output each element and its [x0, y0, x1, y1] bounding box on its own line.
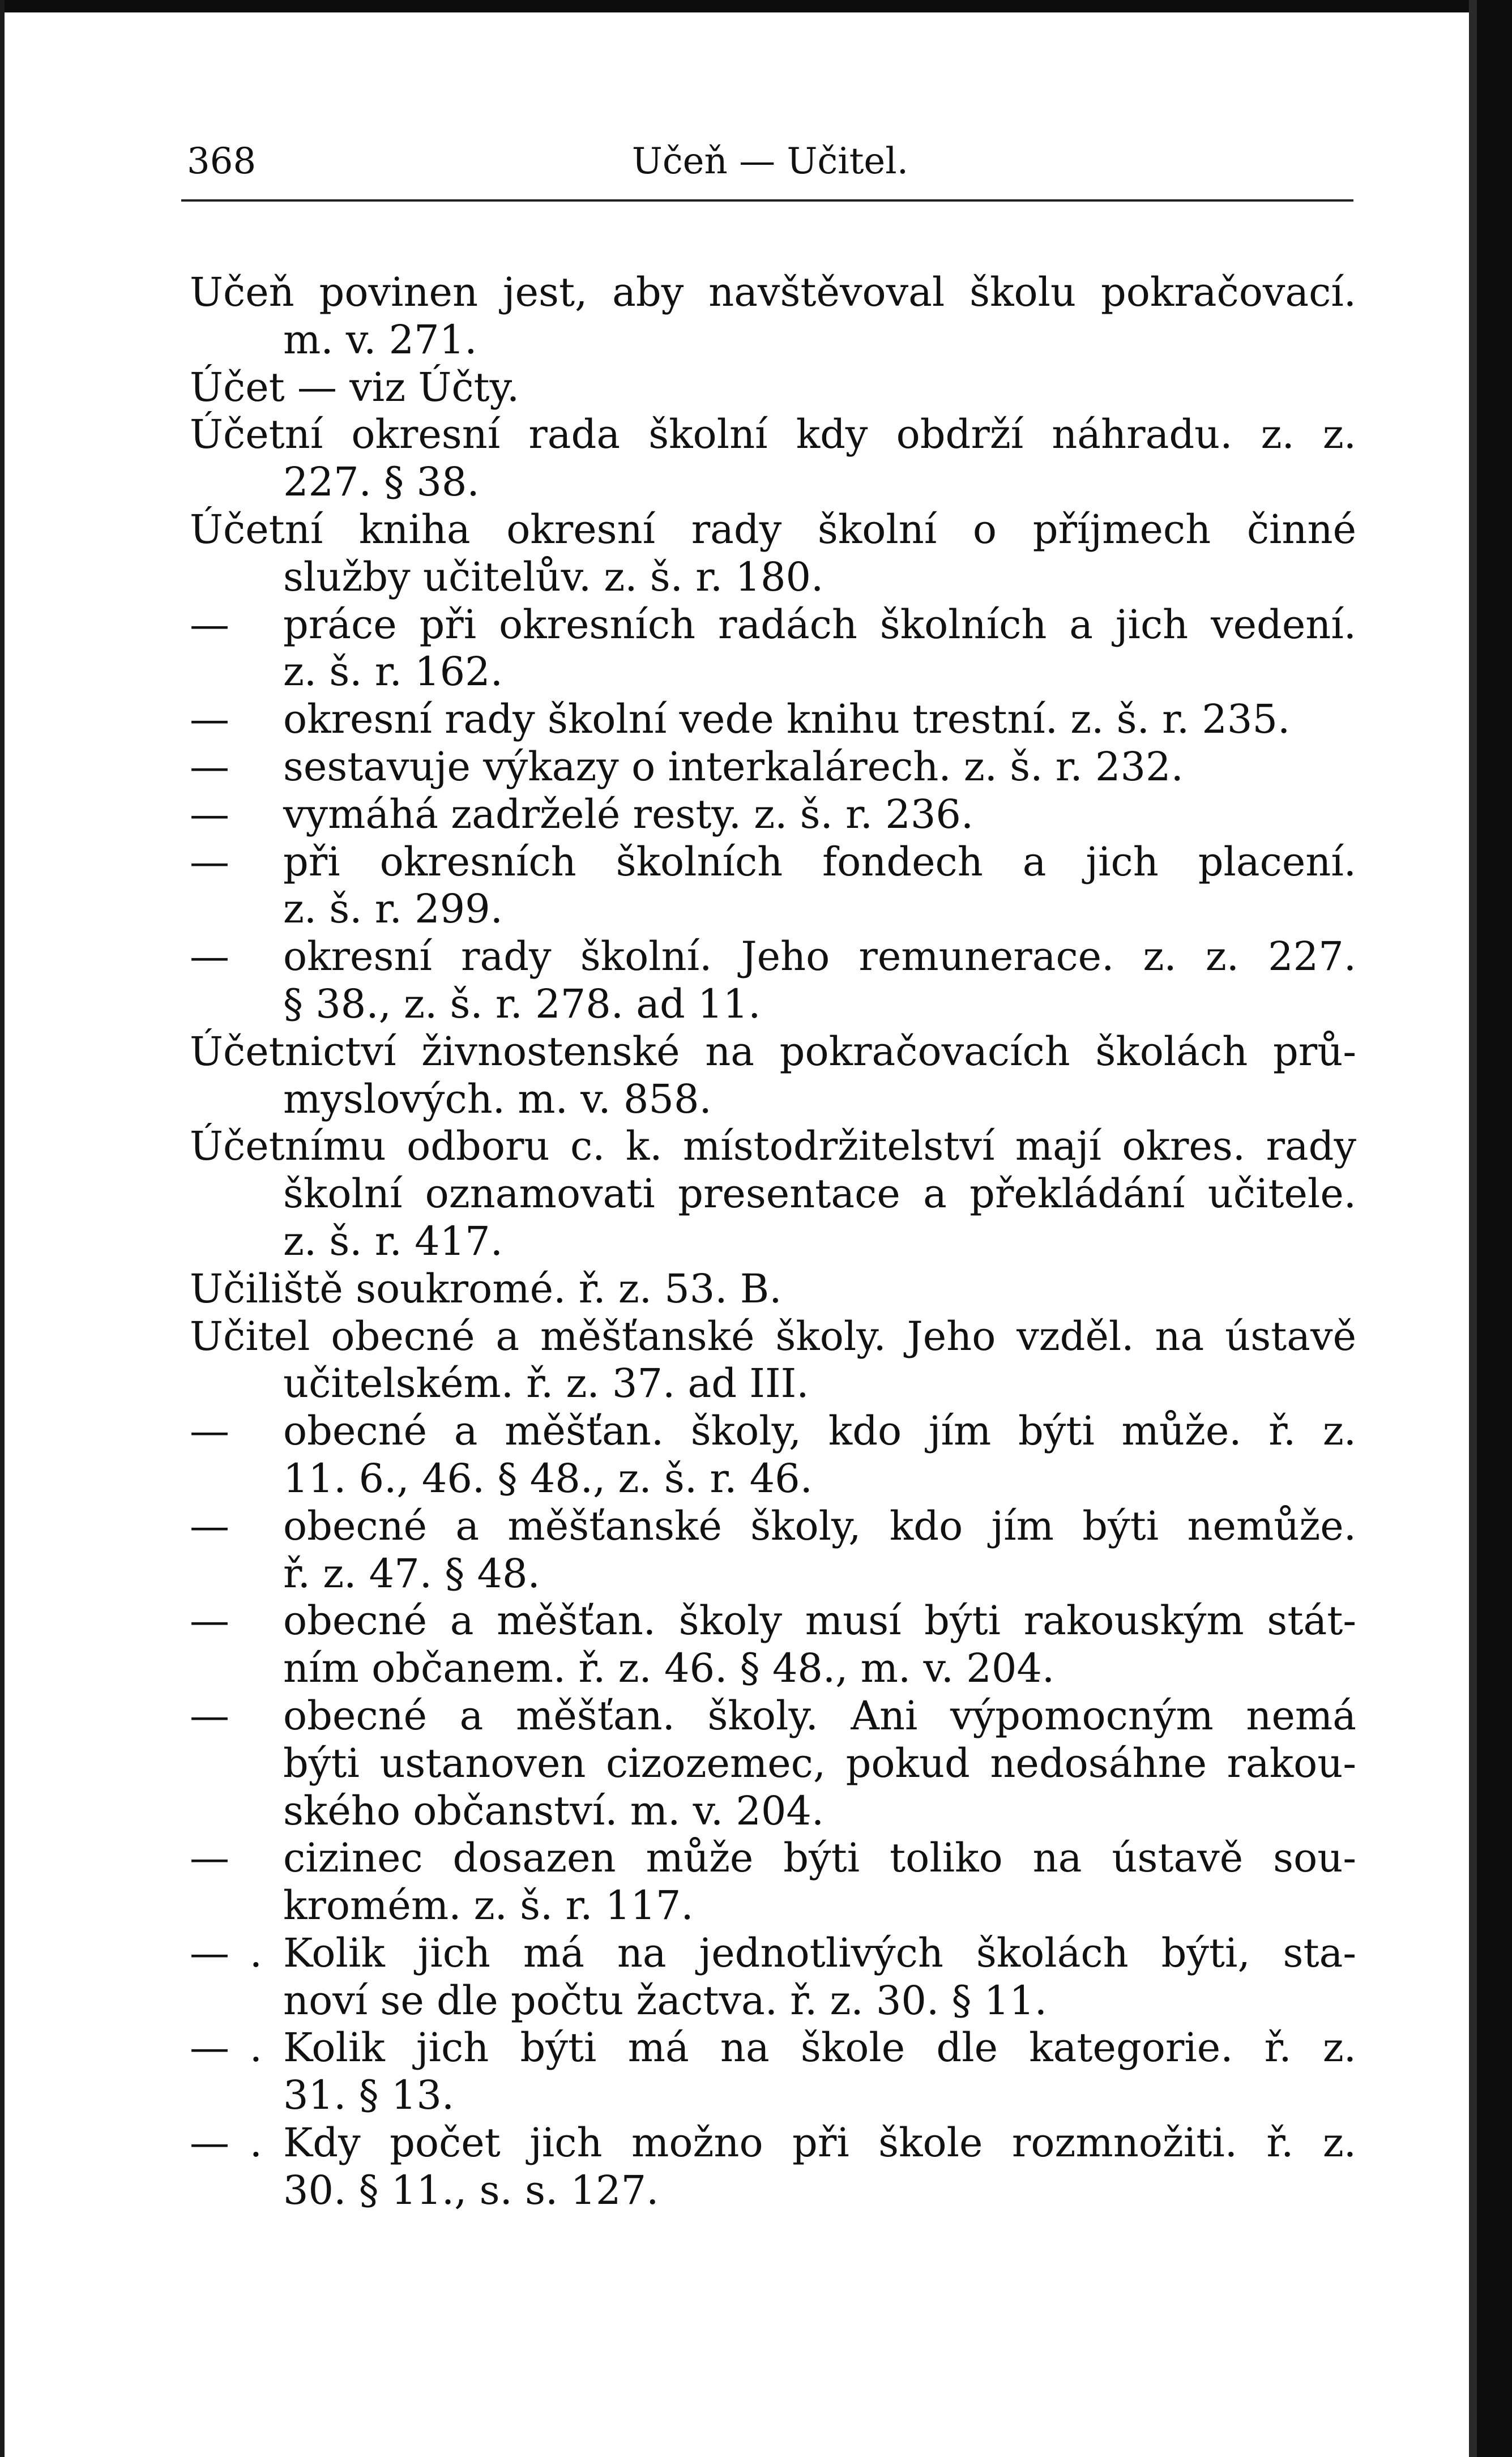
entry-text: učitelském. ř. z. 37. ad III.	[283, 1360, 809, 1407]
entry-text: 30. § 11., s. s. 127.	[283, 2167, 659, 2214]
entry-dash: —	[190, 1835, 229, 1882]
entry-dash: —	[190, 743, 229, 790]
entry-text: myslových. m. v. 858.	[283, 1075, 712, 1122]
entry-text: Účetní okresní rada školní kdy obdrží náhradu. z. z.	[190, 411, 1356, 458]
entry-line	[190, 1455, 1356, 1503]
entry-line	[190, 1930, 1356, 1977]
entry-text: při okresních školních fondech a jich placení.	[283, 838, 1356, 885]
entry-text: obecné a měšťan. školy. Ani výpomocným nemá	[283, 1692, 1356, 1739]
scan-border-right	[1477, 0, 1512, 2457]
index-entry	[190, 506, 1356, 601]
entry-line	[190, 1597, 1356, 1645]
entry-dash: —	[190, 1692, 229, 1739]
entry-text: služby učitelův. z. š. r. 180.	[283, 553, 824, 600]
entry-text: z. š. r. 417.	[283, 1217, 503, 1264]
entry-line	[190, 1123, 1356, 1170]
sub-entry	[190, 696, 1356, 743]
entry-dash: —	[190, 1502, 229, 1549]
entry-line	[190, 1218, 1356, 1266]
index-entry	[190, 364, 1356, 412]
index-entry	[190, 411, 1356, 506]
sub-entry	[190, 1930, 1356, 2025]
entry-line	[190, 1170, 1356, 1218]
entry-line	[190, 2167, 1356, 2215]
entry-dash: —	[190, 1408, 229, 1455]
entry-line	[190, 1028, 1356, 1076]
entry-line	[190, 1503, 1356, 1550]
entry-text: obecné a měšťan. školy, kdo jím býti může. ř. z.	[283, 1408, 1356, 1455]
entry-line	[190, 2120, 1356, 2167]
entry-line	[190, 886, 1356, 933]
entry-line	[190, 1076, 1356, 1123]
entry-line	[190, 1788, 1356, 1835]
entry-line	[190, 411, 1356, 459]
scan-border-right-inner	[1469, 0, 1477, 2457]
sub-entry	[190, 1693, 1356, 1835]
entry-text: ním občanem. ř. z. 46. § 48., m. v. 204.	[283, 1645, 1055, 1692]
sub-entry	[190, 601, 1356, 696]
index-entries	[190, 269, 1356, 2215]
entry-text: Účet — viz Účty.	[190, 364, 520, 411]
entry-text: Účetnímu odboru c. k. místodržitelství mají okres. rady	[190, 1123, 1356, 1170]
entry-text: obecné a měšťan. školy musí býti rakouským stát-	[283, 1597, 1356, 1644]
entry-line	[190, 459, 1356, 506]
sub-entry	[190, 933, 1356, 1028]
entry-dash: —	[190, 1597, 229, 1644]
index-entry	[190, 1028, 1356, 1123]
entry-line	[190, 1360, 1356, 1408]
entry-text: Kolik jich býti má na škole dle kategorie. ř. z.	[283, 2024, 1356, 2071]
entry-text: 31. § 13.	[283, 2072, 455, 2119]
entry-text: školní oznamovati presentace a překládání učitele.	[283, 1170, 1356, 1217]
index-entry	[190, 269, 1356, 364]
entry-line	[190, 1645, 1356, 1693]
sub-entry	[190, 2120, 1356, 2215]
entry-text: ského občanství. m. v. 204.	[283, 1787, 825, 1834]
entry-dash: —	[190, 601, 229, 648]
sub-entry	[190, 1835, 1356, 1930]
sub-entry	[190, 1597, 1356, 1693]
entry-dash: — .	[190, 1929, 262, 1976]
entry-line	[190, 839, 1356, 886]
entry-text: Kolik jich má na jednotlivých školách býti, sta-	[283, 1929, 1356, 1976]
entry-line	[190, 1266, 1356, 1313]
scan-border-top	[0, 0, 1512, 12]
entry-line	[190, 2072, 1356, 2120]
entry-text: m. v. 271.	[283, 316, 477, 363]
entry-text: cizinec dosazen může býti toliko na ústavě sou-	[283, 1835, 1356, 1882]
entry-dash: —	[190, 790, 229, 837]
entry-text: práce při okresních radách školních a jich vedení.	[283, 601, 1356, 648]
entry-line	[190, 601, 1356, 649]
entry-text: okresní rady školní. Jeho remunerace. z. z. 227.	[283, 933, 1356, 980]
entry-text: 11. 6., 46. § 48., z. š. r. 46.	[283, 1455, 813, 1502]
entry-text: Kdy počet jich možno při škole rozmnožiti. ř. z.	[283, 2120, 1356, 2167]
entry-text: z. š. r. 299.	[283, 886, 503, 933]
index-entry	[190, 1123, 1356, 1265]
entry-line	[190, 648, 1356, 696]
entry-line	[190, 791, 1356, 839]
entry-dash: — .	[190, 2024, 262, 2071]
entry-dash: —	[190, 838, 229, 885]
entry-text: 227. § 38.	[283, 459, 480, 506]
entry-line	[190, 554, 1356, 601]
entry-line	[190, 1835, 1356, 1882]
scan-border-left	[0, 0, 5, 2457]
entry-text: ř. z. 47. § 48.	[283, 1550, 540, 1597]
entry-line	[190, 1408, 1356, 1455]
sub-entry	[190, 743, 1356, 791]
header-rule	[181, 199, 1353, 202]
sub-entry	[190, 839, 1356, 934]
entry-text: kromém. z. š. r. 117.	[283, 1882, 694, 1929]
entry-line	[190, 981, 1356, 1028]
entry-line	[190, 696, 1356, 743]
sub-entry	[190, 1408, 1356, 1503]
entry-line	[190, 2024, 1356, 2072]
entry-text: Učitel obecné a měšťanské školy. Jeho vzděl. na ústavě	[190, 1313, 1356, 1360]
entry-text: obecné a měšťanské školy, kdo jím býti nemůže.	[283, 1502, 1356, 1549]
entry-dash: —	[190, 933, 229, 980]
entry-text: noví se dle počtu žactva. ř. z. 30. § 11.	[283, 1977, 1048, 2024]
sub-entry	[190, 791, 1356, 839]
entry-line	[190, 317, 1356, 364]
entry-line	[190, 269, 1356, 317]
entry-line	[190, 1882, 1356, 1930]
entry-line	[190, 506, 1356, 554]
index-entry	[190, 1313, 1356, 1408]
page-number: 368	[187, 140, 257, 182]
page-header	[187, 136, 1353, 187]
entry-text: vymáhá zadrželé resty. z. š. r. 236.	[283, 790, 974, 837]
entry-text: Učeň povinen jest, aby navštěvoval školu pokračovací.	[190, 269, 1356, 315]
entry-text: Účetní kniha okresní rady školní o příjmech činné	[190, 506, 1356, 553]
entry-dash: — .	[190, 2120, 262, 2167]
entry-line	[190, 1693, 1356, 1740]
entry-text: Učiliště soukromé. ř. z. 53. B.	[190, 1265, 782, 1312]
entry-dash: —	[190, 696, 229, 743]
entry-text: z. š. r. 162.	[283, 648, 503, 695]
sub-entry	[190, 2024, 1356, 2120]
entry-line	[190, 1313, 1356, 1361]
entry-line	[190, 364, 1356, 412]
index-entry	[190, 1266, 1356, 1313]
entry-text: Účetnictví živnostenské na pokračovacích školách prů-	[190, 1028, 1356, 1075]
entry-text: § 38., z. š. r. 278. ad 11.	[283, 980, 761, 1027]
entry-line	[190, 743, 1356, 791]
entry-line	[190, 1740, 1356, 1788]
entry-text: sestavuje výkazy o interkalárech. z. š. r. 232.	[283, 743, 1184, 790]
entry-line	[190, 933, 1356, 981]
entry-text: býti ustanoven cizozemec, pokud nedosáhne rakou-	[283, 1740, 1356, 1787]
entry-line	[190, 1977, 1356, 2025]
entry-line	[190, 1550, 1356, 1598]
sub-entry	[190, 1503, 1356, 1598]
entry-text: okresní rady školní vede knihu trestní. z. š. r. 235.	[283, 696, 1291, 743]
running-head: Učeň — Učitel.	[631, 140, 909, 182]
